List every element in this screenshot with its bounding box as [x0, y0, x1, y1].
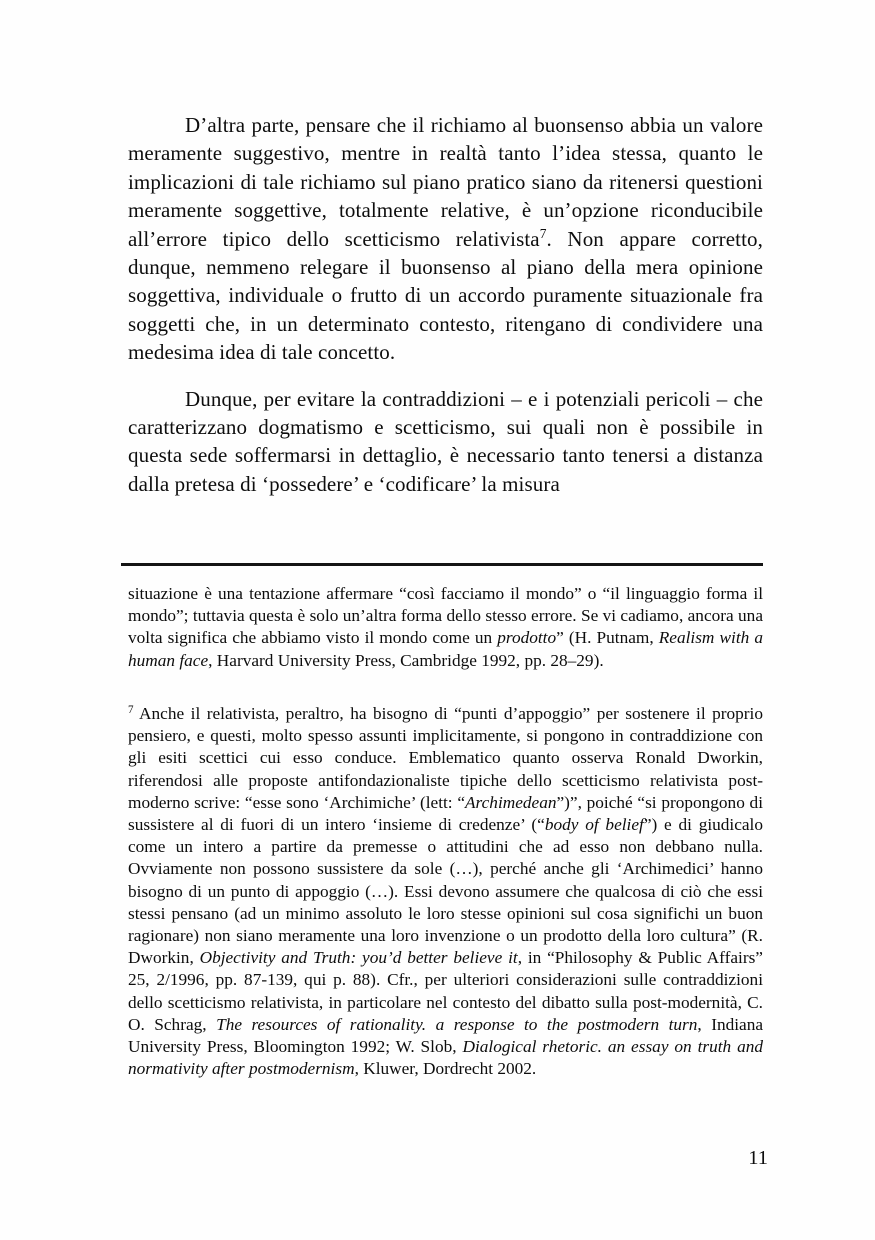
body-text-block [128, 111, 763, 498]
footnote-separator-rule [121, 563, 763, 566]
body-paragraph-2: Dunque, per evitare la contraddizioni – e i potenziali pericoli – che caratterizzano dogmatismo e scetticismo, sui quali non è possibile in questa sede soffermarsi in dettaglio, è necessario tanto tenersi a distanza dalla pretesa di ‘possedere’ e ‘codificare’ la misura [128, 386, 763, 496]
footnote-continuation: situazione è una tentazione affermare “così facciamo il mondo” o “il linguaggio forma il mondo”; tuttavia questa è solo un’altra forma dello stesso errore. Se vi cadiamo, ancora una volta significa che abbiamo visto il mondo come un prodotto” (H. Putnam, Realism with a human face, Harvard University Press, Cambridge 1992, pp. 28–29). [128, 584, 763, 670]
page-number: 11 [748, 1147, 768, 1169]
body-paragraph-1: D’altra parte, pensare che il richiamo al buonsenso abbia un valore meramente suggestivo, mentre in realtà tanto l’idea stessa, quanto le implicazioni di tale richiamo sul piano pratico siano da ritenersi questioni meramente soggettive, totalmente relative, è un’opzione riconducibile all’errore tipico dello scetticismo relativista$^7$. Non appare corretto, dunque, nemmeno relegare il buonsenso al piano della mera opinione soggettiva, individuale o frutto di un accordo puramente situazionale fra soggetti che, in un determinato contesto, ritengano di condividere una medesima idea di tale concetto. [128, 113, 763, 365]
footnote-7: $^7$ Anche il relativista, peraltro, ha bisogno di “punti d’appoggio” per sostenere il proprio pensiero, e questi, molto spesso assunti implicitamente, si pongono in contraddizione con gli esiti scettici cui esso conduce. Emblematico quanto osserva Ronald Dworkin, riferendosi alle proposte antifondazionaliste tipiche dello scetticismo relativista post-moderno scrive: “esse sono ‘Archimiche’ (lett: “Archimedean”)”, poiché “si propongono di sussistere al di fuori di un intero ‘insieme di credenze’ (“body of belief”) e di giudicalo come un intero a partire da premesse o attitudini che ad esso non debbano nulla. Ovviamente non possono sussistere da sole (…), perché anche gli ‘Archimedici’ hanno bisogno di un punto di appoggio (…). Essi devono assumere che qualcosa di ciò che essi stessi pensano (ad un minimo assoluto le loro stesse opinioni sul cosa significhi un buon ragionare) non siano meramente una loro invenzione o un prodotto della loro cultura” (R. Dworkin, Objectivity and Truth: you’d better believe it, in “Philosophy & Public Affairs” 25, 2/1996, pp. 87-139, qui p. 88). Cfr., per ulteriori considerazioni sulle contraddizioni dello scetticismo relativista, in particolare nel contesto del dibatto sulla post-modernità, C. O. Schrag, The resources of rationality. a response to the postmodern turn, Indiana University Press, Bloomington 1992; W. Slob, Dialogical rhetoric. an essay on truth and normativity after postmodernism, Kluwer, Dordrecht 2002. [128, 703, 764, 1079]
